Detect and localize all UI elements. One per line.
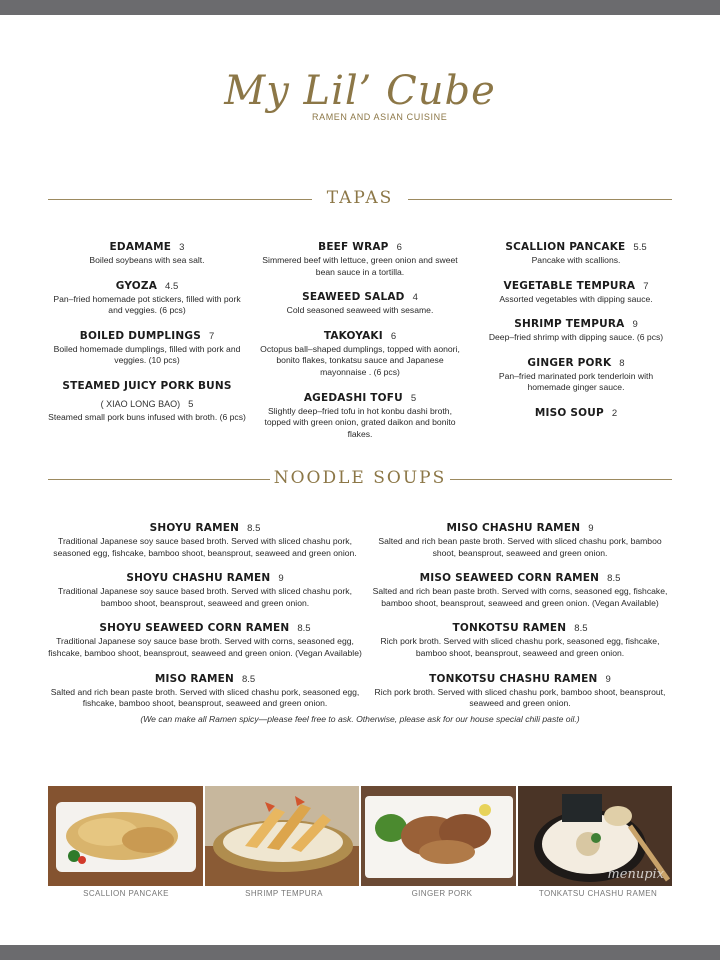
menu-item-name: SEAWEED SALAD xyxy=(302,291,405,304)
menu-item-price: 4 xyxy=(412,292,418,304)
menu-item-name: SHOYU RAMEN xyxy=(149,522,240,534)
ramen-photo xyxy=(518,786,673,886)
noodle-title: NOODLE SOUPS xyxy=(273,468,447,488)
scallion-pancake-photo xyxy=(48,786,203,886)
menu-item xyxy=(368,669,672,710)
menu-item-description: Cold seasoned seaweed with sesame. xyxy=(286,305,434,316)
shrimp-tempura-photo xyxy=(205,786,360,886)
tapas-title: TAPAS xyxy=(326,188,394,208)
tapas-column-left xyxy=(48,237,246,433)
menu-item xyxy=(478,276,674,306)
menu-item-price: 9 xyxy=(632,319,638,331)
menu-item-name: BOILED DUMPLINGS xyxy=(79,329,201,342)
menu-item-price: 3 xyxy=(179,242,185,253)
menu-item-price: 9 xyxy=(605,673,611,685)
menu-item xyxy=(48,276,246,317)
menu-item xyxy=(258,287,462,317)
menu-item-description: Salted and rich bean paste broth. Served with corns, seasoned egg, fishcake, bamboo shoot, beansprout, seaweed and green onion. (Vegan Available) xyxy=(372,586,668,608)
tapas-column-right xyxy=(478,237,674,430)
menu-item-price: 6 xyxy=(390,330,397,342)
menu-item-price: 8.5 xyxy=(241,673,256,685)
photo-caption: SHRIMP TEMPURA xyxy=(245,889,323,898)
menu-item-name: GINGER PORK xyxy=(527,356,612,369)
menu-item xyxy=(478,314,674,344)
menu-item xyxy=(478,353,674,394)
menu-item-price: 2 xyxy=(611,407,618,419)
menu-item-description: Rich pork broth. Served with sliced chashu pork, seasoned egg, fishcake, bamboo shoot, beansprout, seaweed and green onion. xyxy=(380,636,660,658)
menu-item-price: 8 xyxy=(619,357,625,369)
ginger-pork-photo xyxy=(361,786,516,886)
menu-item-price: 8.5 xyxy=(297,623,311,635)
menu-item-price: 9 xyxy=(278,573,284,585)
menupix-watermark: menupix xyxy=(607,867,664,882)
menu-item-name: TAKOYAKI xyxy=(323,329,383,342)
photo-strip xyxy=(48,786,672,886)
menu-item xyxy=(48,518,362,559)
menu-item-description: Slightly deep–fried tofu in hot konbu dashi broth, topped with green onion, grated daikon and bonito flakes. xyxy=(264,405,456,439)
menu-item-description: Pan–fried homemade pot stickers, filled with pork and veggies. (6 pcs) xyxy=(53,293,241,316)
menu-item-description: Deep–fried shrimp with dipping sauce. (6 pcs) xyxy=(488,332,664,343)
menu-item-name: STEAMED JUICY PORK BUNS xyxy=(62,379,232,392)
menu-item-description: Pan–fried marinated pork tenderloin with homemade ginger sauce. xyxy=(498,370,654,393)
menu-item xyxy=(258,388,462,441)
menu-item-name: AGEDASHI TOFU xyxy=(303,391,403,404)
divider-line xyxy=(408,199,672,200)
menu-item-description: Boiled homemade dumplings, filled with pork and veggies. (10 pcs) xyxy=(53,343,241,366)
tapas-column-middle xyxy=(258,237,462,449)
menu-item xyxy=(478,237,674,267)
menu-item-description: Salted and rich bean paste broth. Served with sliced chashu pork, seasoned egg, fishcake, bamboo shoot, beansprout, seaweed and green onion. xyxy=(50,686,360,709)
menu-item xyxy=(48,669,362,710)
menu-item-description: Rich pork broth. Served with sliced chashu pork, bamboo shoot, beansprout, seaweed and green onion. xyxy=(374,686,666,709)
restaurant-logo: My Lil’ Cube xyxy=(224,68,496,114)
menu-item xyxy=(478,403,674,421)
spicy-note: (We can make all Ramen spicy—please feel free to ask. Otherwise, please ask for our house special chili paste oil.) xyxy=(140,714,580,724)
menu-item xyxy=(368,518,672,559)
menu-item-name: MISO SEAWEED CORN RAMEN xyxy=(419,572,600,585)
menu-item-description: Traditional Japanese soy sauce based broth. Served with sliced chashu pork, seasoned egg, fishcake, bamboo shoot, beansprout, seaweed and green onion. xyxy=(53,536,357,558)
menu-item xyxy=(368,568,672,609)
menu-item xyxy=(258,237,462,278)
menu-item-price: 5 xyxy=(188,398,194,410)
menu-item-description: Traditional Japanese soy sauce based broth. Served with sliced chashu pork, bamboo shoot, beansprout, seaweed and green onion. xyxy=(58,586,352,608)
menu-item-price: 8.5 xyxy=(607,573,621,585)
menu-item xyxy=(48,618,362,659)
menu-item-name: GYOZA xyxy=(115,279,158,292)
menu-item-name: MISO SOUP xyxy=(534,406,604,419)
menu-item-price: 7 xyxy=(643,280,649,292)
menu-item-price: 5.5 xyxy=(633,242,647,253)
menu-item-name: MISO RAMEN xyxy=(154,672,234,685)
photo-caption: GINGER PORK xyxy=(411,889,473,898)
menu-item-name: BEEF WRAP xyxy=(318,241,389,253)
tapas-section-header xyxy=(48,188,672,212)
menu-item xyxy=(48,237,246,267)
menu-item-description: Traditional Japanese soy sauce base broth. Served with corns, seasoned egg, fishcake, bamboo shoot, beansprout, seaweed and green onion. (Vegan Available) xyxy=(48,636,362,658)
menu-item-name: TONKOTSU CHASHU RAMEN xyxy=(429,672,598,685)
menu-item-description: Boiled soybeans with sea salt. xyxy=(89,255,205,265)
divider-line xyxy=(450,479,672,480)
menu-item-name: SHOYU CHASHU RAMEN xyxy=(126,572,271,585)
menu-item-name: VEGETABLE TEMPURA xyxy=(503,279,636,292)
menu-item xyxy=(258,326,462,379)
menu-item-description: Octopus ball–shaped dumplings, topped with aonori, bonito flakes, tonkatsu sauce and Japanese mayonnaise . (6 pcs) xyxy=(260,343,460,377)
menu-item-price: 7 xyxy=(208,330,215,342)
menu-item-price: 8.5 xyxy=(247,523,261,534)
menu-item-name: EDAMAME xyxy=(109,241,172,253)
menu-item-description: Salted and rich bean paste broth. Served with sliced chashu pork, bamboo shoot, beansprout, seaweed and green onion. xyxy=(378,536,662,558)
menu-item-description: Steamed small pork buns infused with broth. (6 pcs) xyxy=(48,411,246,422)
menu-item xyxy=(48,326,246,367)
menu-item-name: SHRIMP TEMPURA xyxy=(514,318,625,331)
noodle-column-left xyxy=(48,518,362,719)
restaurant-subtitle: RAMEN AND ASIAN CUISINE xyxy=(312,112,448,122)
menu-item xyxy=(368,618,672,659)
photo-caption: SCALLION PANCAKE xyxy=(83,889,169,898)
menu-item-subname: ( XIAO LONG BAO) xyxy=(100,398,181,409)
menu-item-price: 5 xyxy=(410,392,417,404)
menu-item-price: 9 xyxy=(588,523,594,534)
menu-item-price: 8.5 xyxy=(574,623,588,635)
menu-item-name: SCALLION PANCAKE xyxy=(505,241,626,253)
menu-item xyxy=(48,568,362,609)
menu-item-name: TONKOTSU RAMEN xyxy=(452,622,567,635)
menu-item-name: MISO CHASHU RAMEN xyxy=(446,522,581,534)
menu-item-description: Pancake with scallions. xyxy=(531,255,621,265)
noodle-section-header xyxy=(48,468,672,492)
noodle-column-right xyxy=(368,518,672,719)
menu-item-price: 6 xyxy=(396,242,402,253)
photo-caption: TONKATSU CHASHU RAMEN xyxy=(538,889,658,898)
menu-item-description: Assorted vegetables with dipping sauce. xyxy=(499,293,653,304)
menu-item-name: SHOYU SEAWEED CORN RAMEN xyxy=(99,622,290,635)
menu-item-price: 4.5 xyxy=(165,280,179,292)
menu-item xyxy=(48,376,246,424)
menu-item-description: Simmered beef with lettuce, green onion and sweet bean sauce in a tortilla. xyxy=(262,255,458,277)
